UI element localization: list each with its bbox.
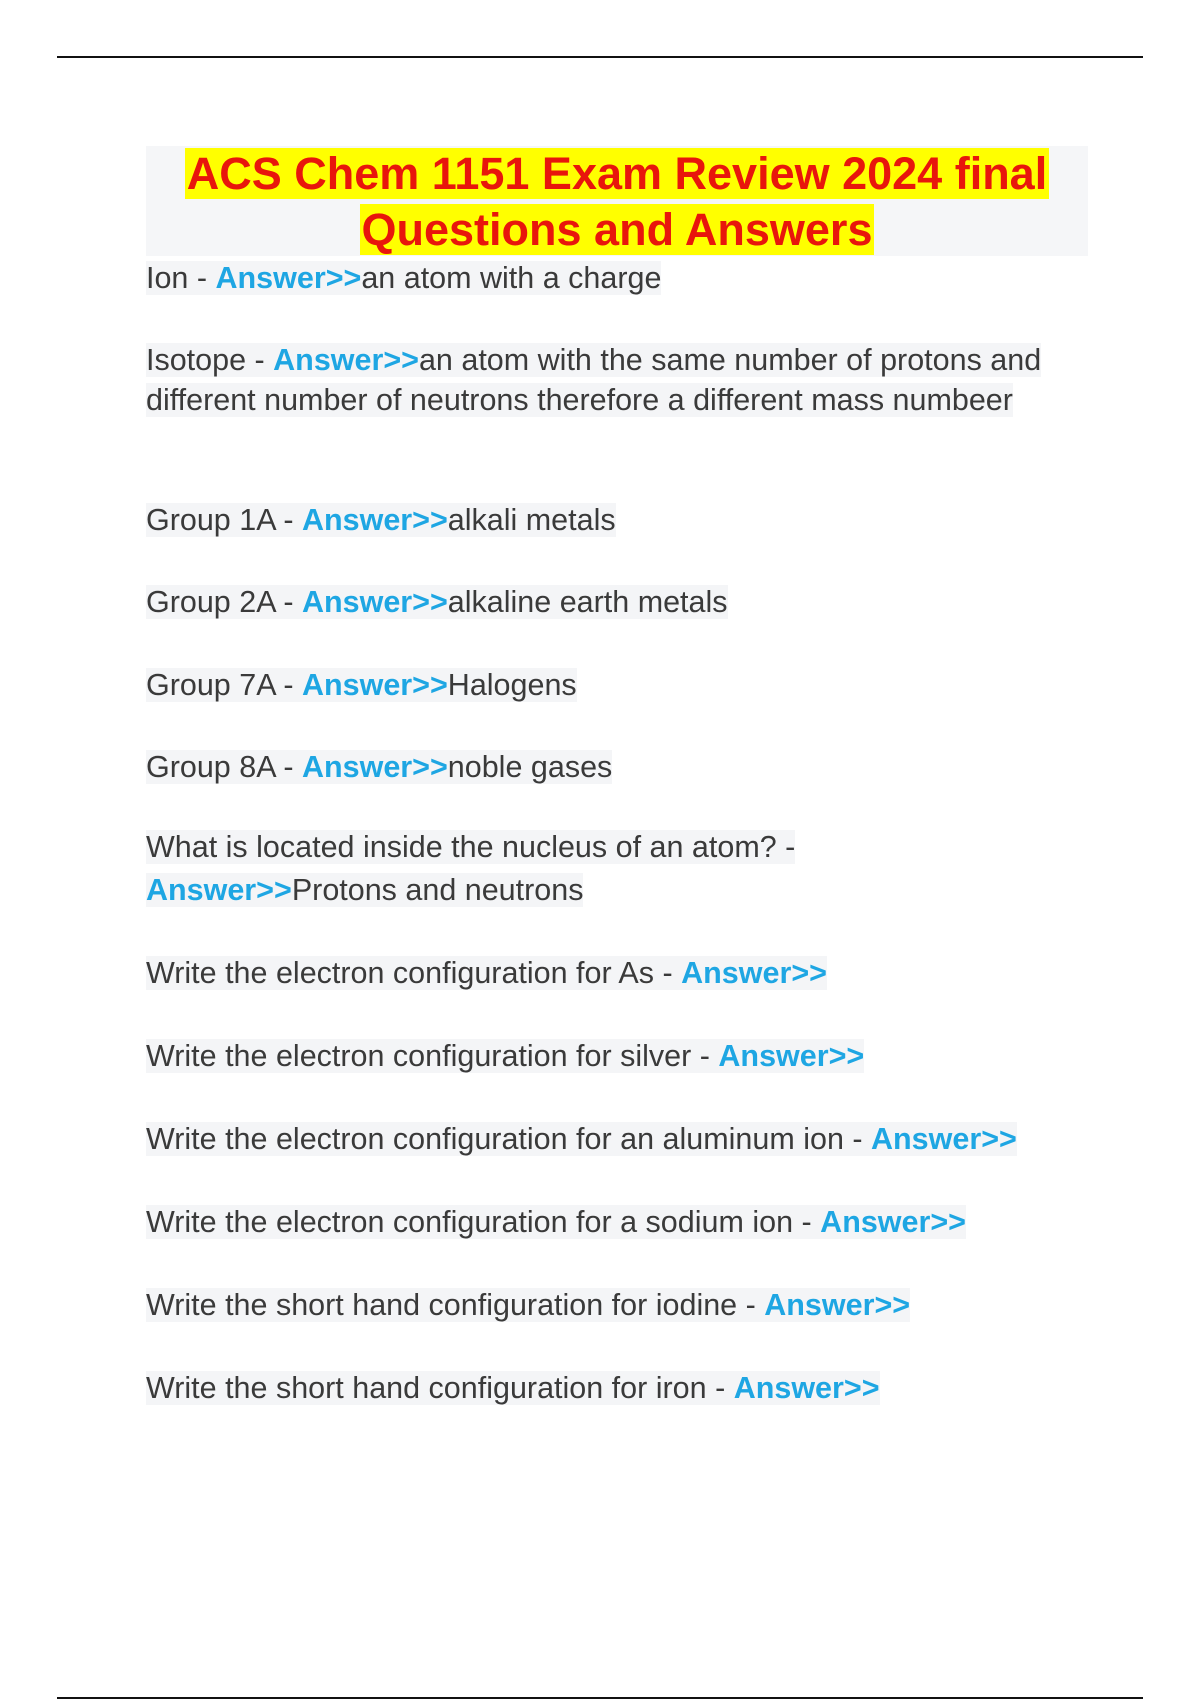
qa-item (146, 258, 1088, 298)
qa-term: Write the electron configuration for silver - (146, 1039, 719, 1073)
qa-term: Group 1A - (146, 503, 302, 537)
answer-tag: Answer>> (871, 1122, 1017, 1156)
qa-term: Write the electron configuration for an aluminum ion - (146, 1122, 872, 1156)
qa-term: Write the short hand configuration for iron - (146, 1371, 734, 1405)
answer-tag: Answer>> (301, 585, 448, 619)
qa-item (146, 953, 1088, 993)
qa-item (146, 340, 1088, 420)
qa-term: Write the short hand configuration for iodine - (146, 1288, 765, 1322)
answer-tag: Answer>> (301, 503, 448, 537)
answer-tag: Answer>> (733, 1371, 880, 1405)
answer-tag: Answer>> (301, 668, 448, 702)
qa-term: Group 7A - (146, 668, 302, 702)
qa-answer: alkali metals (447, 503, 616, 537)
qa-item (146, 582, 1088, 622)
qa-term: Write the electron configuration for As - (146, 956, 682, 990)
qa-item (146, 500, 1088, 540)
answer-tag: Answer>> (273, 343, 419, 377)
answer-tag: Answer>> (820, 1205, 966, 1239)
answer-tag: Answer>> (301, 750, 448, 784)
qa-item (146, 826, 1088, 912)
header-rule (57, 56, 1143, 58)
qa-item (146, 1285, 1088, 1325)
qa-answer: noble gases (447, 750, 613, 784)
qa-answer: Protons and neutrons (291, 873, 584, 907)
footer-rule (57, 1697, 1143, 1699)
qa-term: What is located inside the nucleus of an atom? - (146, 830, 796, 864)
qa-term: Write the electron configuration for a sodium ion - (146, 1205, 821, 1239)
qa-answer: an atom with a charge (361, 261, 662, 295)
qa-answer: an atom with the same number of protons and different number of neutrons therefore a different mass numbeer (146, 343, 1042, 417)
qa-item (146, 1368, 1088, 1408)
qa-item (146, 665, 1088, 705)
qa-term: Ion - (146, 261, 216, 295)
answer-tag: Answer>> (681, 956, 827, 990)
qa-item (146, 1036, 1088, 1076)
document-title-block (146, 146, 1088, 256)
qa-item (146, 1119, 1088, 1159)
qa-item (146, 747, 1088, 787)
qa-item (146, 1202, 1088, 1242)
answer-tag: Answer>> (146, 873, 292, 907)
answer-tag: Answer>> (215, 261, 362, 295)
qa-term: Isotope - (146, 343, 274, 377)
answer-tag: Answer>> (718, 1039, 865, 1073)
document-title: ACS Chem 1151 Exam Review 2024 final Questions and Answers (186, 148, 1048, 255)
qa-answer: alkaline earth metals (447, 585, 728, 619)
qa-answer: Halogens (447, 668, 577, 702)
qa-term: Group 8A - (146, 750, 302, 784)
qa-term: Group 2A - (146, 585, 302, 619)
answer-tag: Answer>> (764, 1288, 911, 1322)
